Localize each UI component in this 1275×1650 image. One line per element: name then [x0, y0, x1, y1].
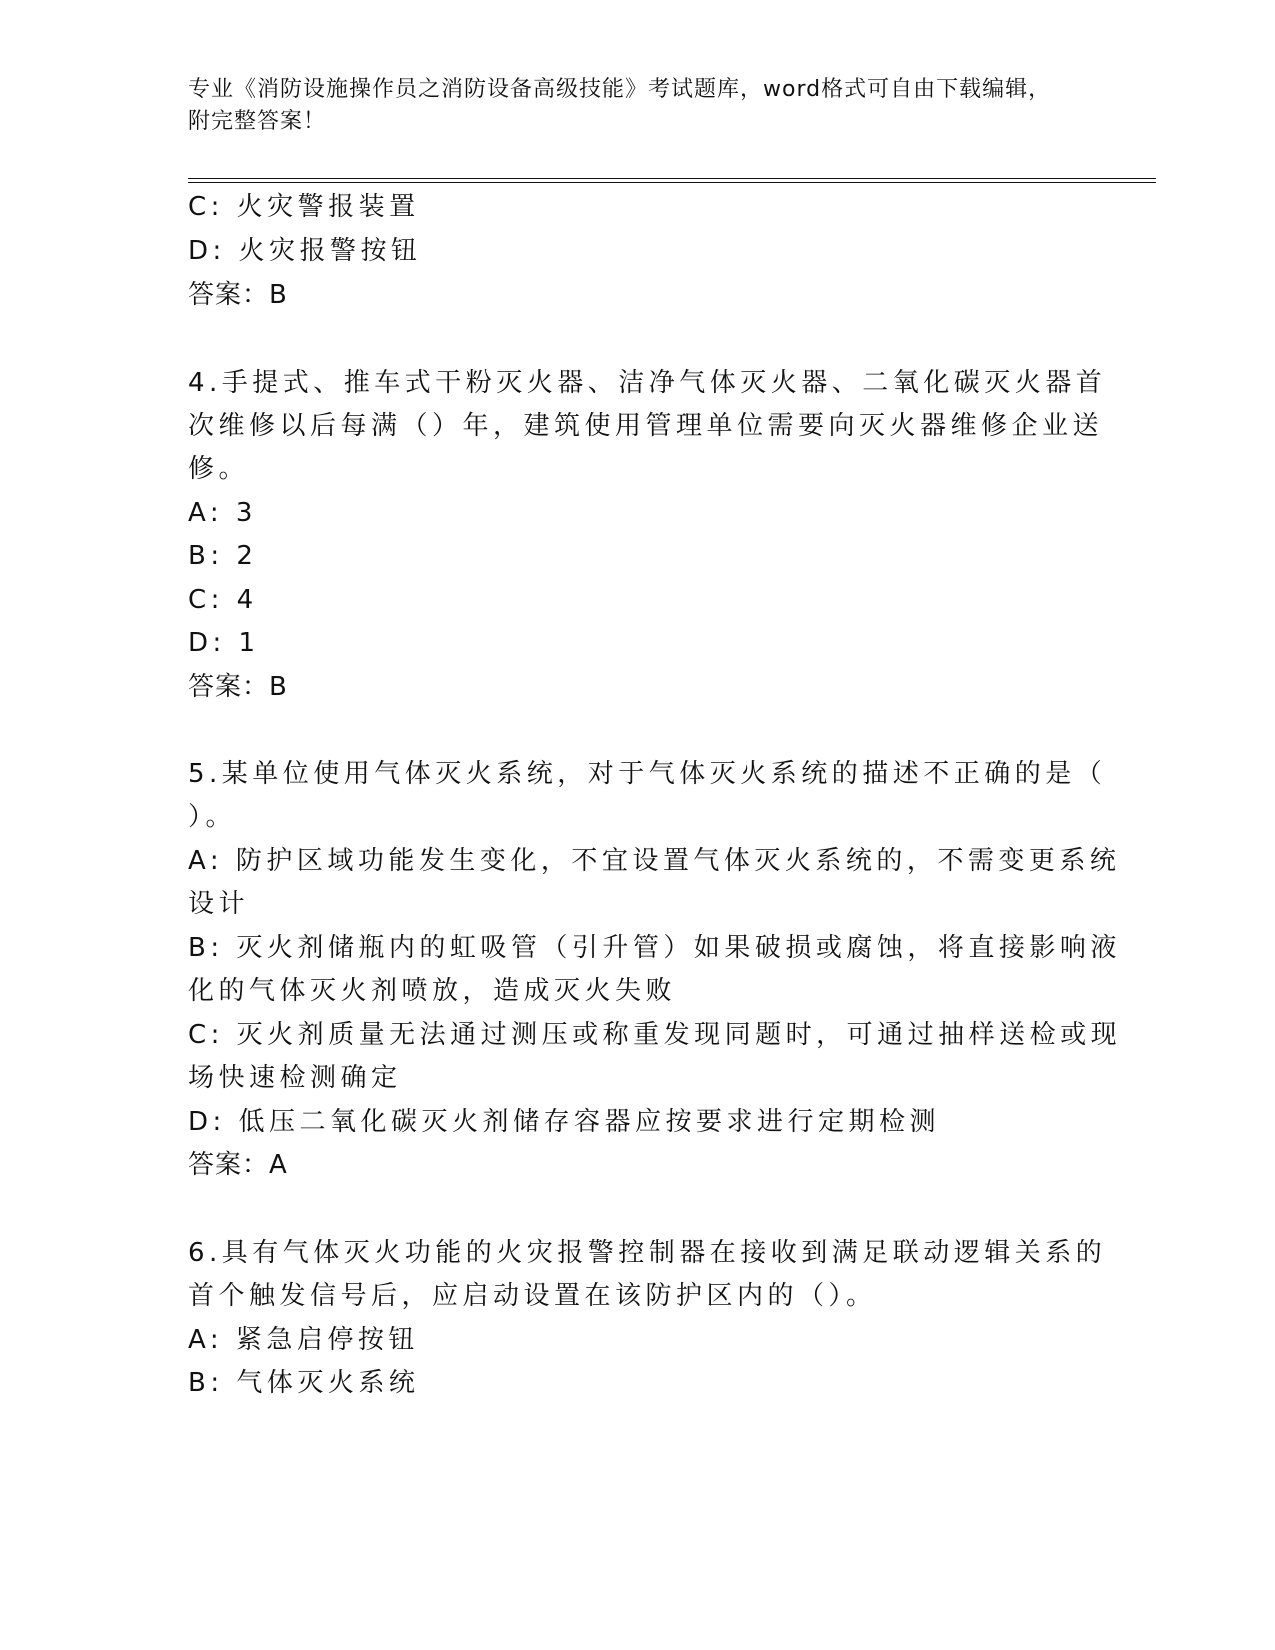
q5-option-a-line-1: A: 防护区域功能发生变化，不宜设置气体灭火系统的，不需变更系统: [188, 846, 1121, 876]
header-divider-bottom: [188, 182, 1156, 183]
q5-stem-line-2: ）。: [188, 802, 237, 832]
q6-option-b: B: 气体灭火系统: [188, 1368, 420, 1398]
q4-stem-line-1: 4.手提式、推车式干粉灭火器、洁净气体灭火器、二氧化碳灭火器首: [188, 368, 1107, 398]
document-header: 专业《消防设施操作员之消防设备高级技能》考试题库，word格式可自由下载编辑，附完整答案！: [188, 77, 1052, 134]
q3-option-d: D: 火灾报警按钮: [188, 236, 422, 266]
header-divider-top: [188, 178, 1156, 179]
q6-option-a: A: 紧急启停按钮: [188, 1325, 419, 1355]
q5-option-c-line-1: C: 灭火剂质量无法通过测压或称重发现同题时，可通过抽样送检或现: [188, 1020, 1122, 1050]
q5-stem-line-1: 5.某单位使用气体灭火系统，对于气体灭火系统的描述不正确的是（: [188, 759, 1107, 789]
q5-option-b-line-1: B: 灭火剂储瓶内的虹吸管（引升管）如果破损或腐蚀，将直接影响液: [188, 933, 1121, 963]
q4-option-b: B: 2: [188, 541, 258, 571]
q4-option-c: C: 4: [188, 585, 258, 615]
q5-option-a-line-2: 设计: [188, 889, 250, 919]
q3-answer: 答案：B: [188, 280, 288, 310]
q4-option-d: D: 1: [188, 628, 260, 658]
q5-option-c-line-2: 场快速检测确定: [188, 1063, 402, 1093]
q6-stem-line-1: 6.具有气体灭火功能的火灾报警控制器在接收到满足联动逻辑关系的: [188, 1238, 1107, 1268]
q4-option-a: A: 3: [188, 498, 257, 528]
q4-stem-line-2: 次维修以后每满（）年，建筑使用管理单位需要向灭火器维修企业送: [188, 411, 1104, 441]
q4-stem-line-3: 修。: [188, 454, 250, 484]
q6-stem-line-2: 首个触发信号后，应启动设置在该防护区内的（）。: [188, 1281, 877, 1311]
q5-option-b-line-2: 化的气体灭火剂喷放，造成灭火失败: [188, 976, 677, 1006]
q5-answer: 答案：A: [188, 1150, 288, 1180]
q5-option-d: D: 低压二氧化碳灭火剂储存容器应按要求进行定期检测: [188, 1107, 941, 1137]
q3-option-c: C: 火灾警报装置: [188, 192, 420, 222]
q4-answer: 答案：B: [188, 672, 288, 702]
